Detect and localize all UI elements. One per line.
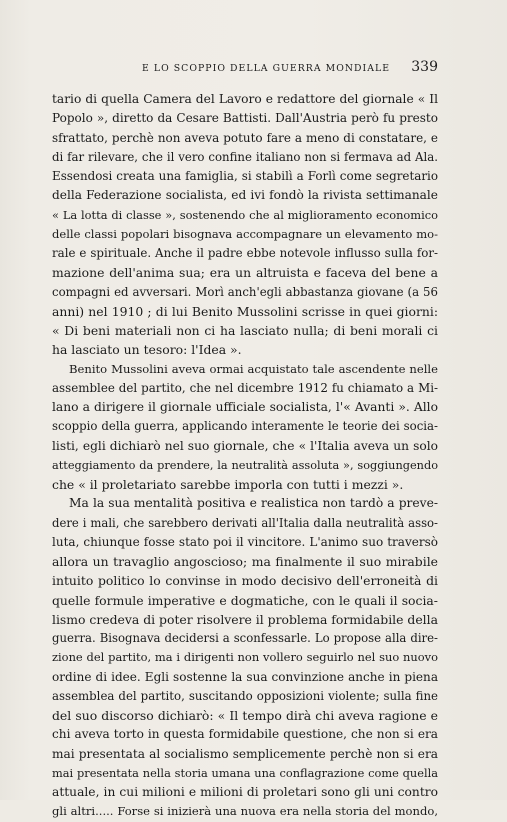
text-line: scoppio della guerra, applicando interamente le teorie dei socia- bbox=[52, 419, 438, 434]
text-line: allora un travaglio angoscioso; ma finalmente il suo mirabile bbox=[52, 554, 438, 569]
text-line: della Federazione socialista, ed ivi fondò la rivista settimanale bbox=[52, 188, 438, 203]
text-line: mazione dell'anima sua; era un altruista e faceva del bene a bbox=[52, 265, 438, 281]
text-line: anni) nel 1910 ; di lui Benito Mussolini scrisse in quei giorni: bbox=[52, 303, 438, 319]
text-line: compagni ed avversari. Morì anch'egli abbastanza giovane (a 56 bbox=[52, 284, 438, 299]
text-line: di far rilevare, che il vero confine italiano non si fermava ad Ala. bbox=[52, 149, 438, 164]
text-line: luta, chiunque fosse stato poi il vincitore. L'animo suo traversò bbox=[52, 534, 438, 549]
text-line: mai presentata nella storia umana una conflagrazione come quella bbox=[52, 765, 438, 780]
text-line: rale e spirituale. Anche il padre ebbe notevole influsso sulla for- bbox=[52, 246, 438, 260]
text-line: lano a dirigere il giornale ufficiale socialista, l'« Avanti ». Allo bbox=[52, 400, 438, 414]
paragraph-first-line: Ma la sua mentalità positiva e realistica non tardò a preve- bbox=[69, 496, 438, 511]
text-line: Popolo », diretto da Cesare Battisti. Dall'Austria però fu presto bbox=[52, 111, 438, 126]
text-line: « La lotta di classe », sostenendo che al miglioramento economico bbox=[52, 207, 438, 222]
text-line: del suo discorso dichiarò: « Il tempo dirà chi aveva ragione e bbox=[52, 708, 438, 723]
text-line: gli altri..... Forse si inizierà una nuova era nella storia del mondo, bbox=[52, 804, 438, 819]
text-line: atteggiamento da prendere, la neutralità assoluta », soggiungendo bbox=[52, 457, 438, 472]
text-line: intuito politico lo convinse in modo decisivo dell'erroneità di bbox=[52, 573, 438, 589]
text-line: chi aveva torto in questa formidabile questione, che non si era bbox=[52, 727, 438, 742]
running-head: E LO SCOPPIO DELLA GUERRA MONDIALE bbox=[142, 63, 391, 74]
text-line: quelle formule imperative e dogmatiche, con le quali il socia- bbox=[52, 592, 438, 608]
text-line: « Di beni materiali non ci ha lasciato nulla; di beni morali ci bbox=[52, 323, 438, 338]
body-text bbox=[52, 90, 438, 822]
text-line: ordine di idee. Egli sostenne la sua convinzione anche in piena bbox=[52, 669, 438, 684]
text-line: lismo credeva di poter risolvere il problema formidabile della bbox=[52, 611, 438, 627]
text-line: attuale, in cui milioni e milioni di proletari sono gli uni contro bbox=[52, 785, 438, 799]
text-line: delle classi popolari bisognava accompagnare un elevamento mo- bbox=[52, 226, 438, 241]
text-line: dere i mali, che sarebbero derivati all'Italia dalla neutralità asso- bbox=[52, 515, 438, 530]
text-line: listi, egli dichiarò nel suo giornale, che « l'Italia aveva un solo bbox=[52, 438, 438, 453]
text-line: che « il proletariato sarebbe imporla con tutti i mezzi ». bbox=[52, 477, 404, 492]
text-line: assemblee del partito, che nel dicembre 1912 fu chiamato a Mi- bbox=[52, 380, 438, 395]
text-line: Essendosi creata una famiglia, si stabilì a Forlì come segretario bbox=[52, 169, 438, 183]
paragraph-first-line: Benito Mussolini aveva ormai acquistato tale ascendente nelle bbox=[69, 361, 438, 376]
page-number: 339 bbox=[411, 59, 438, 75]
text-line: tario di quella Camera del Lavoro e redattore del giornale « Il bbox=[52, 92, 438, 106]
text-line: assemblea del partito, suscitando opposizioni violente; sulla fine bbox=[52, 688, 438, 703]
text-line: ha lasciato un tesoro: l'Idea ». bbox=[52, 342, 242, 358]
text-line: zione del partito, ma i dirigenti non vollero seguirlo nel suo nuovo bbox=[52, 650, 438, 665]
text-line: guerra. Bisognava decidersi a sconfessarle. Lo propose alla dire- bbox=[52, 631, 438, 645]
page-header bbox=[52, 57, 438, 79]
text-line: sfrattato, perchè non aveva potuto fare a meno di constatare, e bbox=[52, 130, 438, 145]
text-line: mai presentata al socialismo semplicemente perchè non si era bbox=[52, 746, 438, 761]
